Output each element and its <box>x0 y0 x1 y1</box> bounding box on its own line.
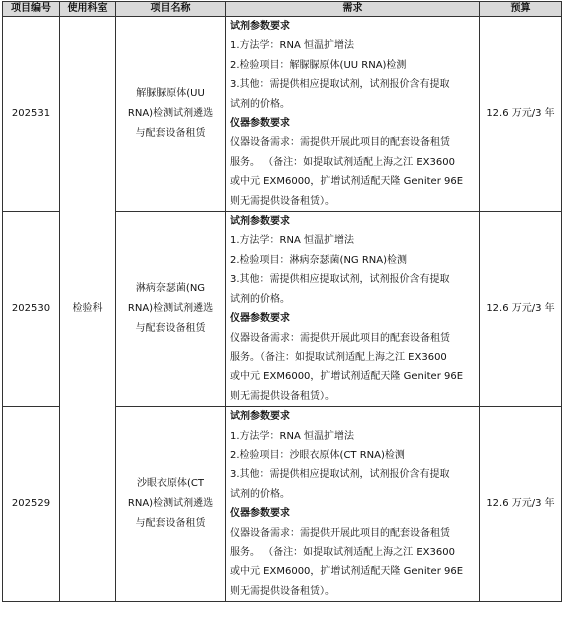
requirement-heading: 试剂参数要求 <box>230 216 290 228</box>
project-id-cell <box>3 17 60 212</box>
project-id: 202531 <box>11 108 51 120</box>
requirement-line: 或中元 EXM6000，扩增试剂适配天隆 Geniter 96E <box>230 566 464 578</box>
requirement-line: 1.方法学：RNA 恒温扩增法 <box>230 235 354 247</box>
budget-cell <box>480 407 562 602</box>
header-row <box>3 2 562 17</box>
requirement-line: 仪器设备需求：需提供开展此项目的配套设备租赁 <box>230 137 450 149</box>
requirement-line: 3.其他：需提供相应提取试剂，试剂报价含有提取 <box>230 79 450 91</box>
project-name-cell <box>116 407 226 602</box>
requirement-line: 1.方法学：RNA 恒温扩增法 <box>230 430 354 442</box>
requirement-line: 则无需提供设备租赁）。 <box>230 195 335 207</box>
project-name-line: 解脲脲原体(UU <box>136 88 205 100</box>
requirements-cell <box>226 407 480 602</box>
requirements-cell <box>226 212 480 407</box>
project-name-line: 与配套设备租赁 <box>135 323 206 335</box>
budget-cell <box>480 212 562 407</box>
department: 检验科 <box>72 303 103 315</box>
project-name-cell <box>116 212 226 407</box>
table-row <box>3 17 562 212</box>
requirement-heading: 试剂参数要求 <box>230 21 290 32</box>
requirement-line: 则无需提供设备租赁）。 <box>230 390 335 402</box>
project-name-cell <box>116 17 226 212</box>
department-cell <box>60 17 116 602</box>
requirement-line: 3.其他：需提供相应提取试剂，试剂报价含有提取 <box>230 469 450 481</box>
requirement-line: 服务。 （备注：如提取试剂适配上海之江 EX3600 <box>230 156 455 168</box>
project-id: 202530 <box>11 303 51 315</box>
requirement-line: 或中元 EXM6000，扩增试剂适配天隆 Geniter 96E <box>230 371 464 383</box>
header-budget: 预算 <box>480 2 562 17</box>
project-id-cell <box>3 407 60 602</box>
requirement-heading: 试剂参数要求 <box>230 411 290 423</box>
project-name-line: 与配套设备租赁 <box>135 518 206 530</box>
project-name-line: RNA)检测试剂遴选 <box>127 498 214 510</box>
requirement-line: 服务。（备注：如提取试剂适配上海之江 EX3600 <box>230 351 447 363</box>
project-name-line: RNA)检测试剂遴选 <box>127 303 214 315</box>
budget: 12.6 万元/3 年 <box>486 108 555 120</box>
header-department: 使用科室 <box>60 2 116 17</box>
requirement-line: 试剂的价格。 <box>230 293 290 305</box>
requirement-line: 或中元 EXM6000，扩增试剂适配天隆 Geniter 96E <box>230 176 464 188</box>
requirement-heading: 仪器参数要求 <box>230 313 290 325</box>
procurement-table <box>2 1 562 602</box>
project-name-line: 沙眼衣原体(CT <box>137 478 204 490</box>
requirement-heading: 仪器参数要求 <box>230 508 290 520</box>
requirement-line: 2.检验项目：淋病奈瑟菌(NG RNA)检测 <box>230 254 408 266</box>
budget: 12.6 万元/3 年 <box>486 498 555 510</box>
requirement-line: 则无需提供设备租赁）。 <box>230 585 335 597</box>
budget-cell <box>480 17 562 212</box>
requirement-heading: 仪器参数要求 <box>230 118 290 130</box>
project-name-line: 与配套设备租赁 <box>135 128 206 140</box>
project-id-cell <box>3 212 60 407</box>
requirement-line: 试剂的价格。 <box>230 488 290 500</box>
requirement-line: 2.检验项目：解脲脲原体(UU RNA)检测 <box>230 59 407 71</box>
requirement-line: 仪器设备需求：需提供开展此项目的配套设备租赁 <box>230 332 450 344</box>
header-project-id: 项目编号 <box>3 2 60 17</box>
requirement-line: 服务。 （备注：如提取试剂适配上海之江 EX3600 <box>230 546 455 558</box>
project-name-line: RNA)检测试剂遴选 <box>127 108 214 120</box>
requirement-line: 3.其他：需提供相应提取试剂，试剂报价含有提取 <box>230 274 450 286</box>
header-project-name: 项目名称 <box>116 2 226 17</box>
project-name-line: 淋病奈瑟菌(NG <box>135 283 206 295</box>
requirement-line: 2.检验项目：沙眼衣原体(CT RNA)检测 <box>230 449 405 461</box>
header-requirements: 需求 <box>226 2 480 17</box>
requirement-line: 仪器设备需求：需提供开展此项目的配套设备租赁 <box>230 527 450 539</box>
requirements-cell <box>226 17 480 212</box>
project-id: 202529 <box>11 498 51 510</box>
requirement-line: 1.方法学：RNA 恒温扩增法 <box>230 40 354 52</box>
requirement-line: 试剂的价格。 <box>230 98 290 110</box>
budget: 12.6 万元/3 年 <box>486 303 555 315</box>
